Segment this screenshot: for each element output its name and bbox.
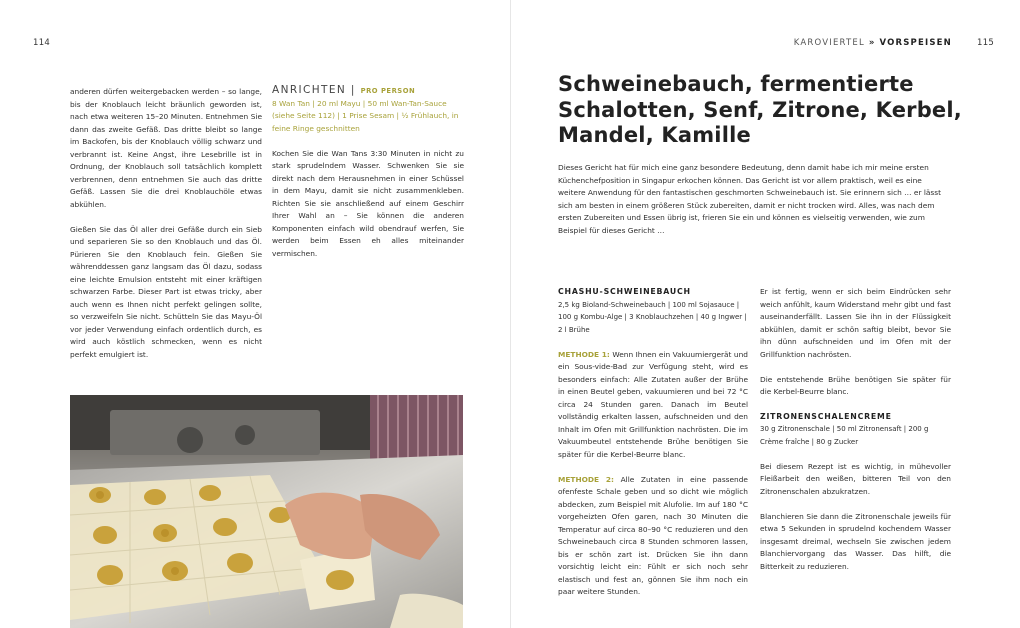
chashu-section xyxy=(558,286,748,599)
photo-illustration xyxy=(70,395,463,628)
paragraph: Gießen Sie das Öl aller drei Gefäße durch ein Sieb und separieren Sie so den Knoblauch und das Öl. Pürieren Sie den Knoblauch fein. Gießen Sie währenddessen ganz langsam das Öl dazu, sodass eine leichte Emulsion entsteht mit einer kräftigen schwarzen Farbe. Dieser Part ist etwas tricky, aber auch wenn es Ihnen nicht perfekt gelingen sollte, so verzweifeln Sie nicht. Schütteln Sie das Mayu-Öl vor jeder Verwendung einfach ordentlich durch, es wird auch köstlich schmecken, wenn es nicht perfekt emulgiert ist. xyxy=(70,224,262,359)
anrichten-section xyxy=(272,84,464,260)
running-head-section: KAROVIERTEL xyxy=(793,38,865,48)
running-head xyxy=(794,38,952,48)
anrichten-text: Kochen Sie die Wan Tans 3:30 Minuten in nicht zu stark sprudelndem Wasser. Schwenken Sie sie direkt nach dem Herausnehmen in einer Schüssel in dem Mayu, damit sie nicht zusammenkleben. Richten Sie sie anschließend auf einem Geschirr Ihrer Wahl an – Sie können die anderen Komponenten einfach wild obendrauf werfen, Sie werden beim Essen eh alles miteinander vermischen. xyxy=(272,148,464,258)
anrichten-subtitle: PRO PERSON xyxy=(360,87,416,95)
paragraph: Die entstehende Brühe benötigen Sie später für die Kerbel-Beurre blanc. xyxy=(760,374,951,396)
method-2 xyxy=(558,474,748,599)
method-1-label: METHODE 1: xyxy=(558,349,610,359)
method-2-label: METHODE 2: xyxy=(558,474,615,484)
anrichten-heading xyxy=(272,84,464,98)
chashu-ingredients: 2,5 kg Bioland-Schweinebauch | 100 ml Sojasauce | 100 g Kombu-Alge | 3 Knoblauchzehen | 40 g Ingwer | 2 l Brühe xyxy=(558,300,747,334)
left-column-1 xyxy=(70,86,262,361)
paragraph: Er ist fertig, wenn er sich beim Eindrücken sehr weich anfühlt, kaum Widerstand mehr gibt und fast auseinanderfällt. Lassen Sie ihn in der Flüssigkeit abkühlen, damit er schön saftig bleibt, bevor Sie ihn dünn aufschneiden und im Ofen mit der Grillfunktion nachrösten. xyxy=(760,287,951,359)
anrichten-title: ANRICHTEN | xyxy=(272,84,356,96)
paragraph: anderen dürfen weitergebacken werden – so lange, bis der Knoblauch leicht bräunlich geworden ist, nach etwa weiteren 15–20 Minuten. Entnehmen Sie dann das zweite Gefäß. Das dritte bleibt so lange im Backofen, bis der Knoblauch völlig schwarz und verbrannt ist. Keine Angst, ihre Lesebrille ist in Ordnung, der Knoblauch soll tatsächlich komplett verbrennen, denn entnehmen Sie auch das dritte Gefäß. Lassen Sie die drei Knoblauchöle etwas abkühlen. xyxy=(70,87,262,209)
paragraph: Bei diesem Rezept ist es wichtig, in mühevoller Fleißarbeit den weißen, bitteren Teil von den Zitronenschalen abzukratzen. xyxy=(760,461,951,496)
page-number-right: 115 xyxy=(977,38,995,48)
anrichten-ingredients: 8 Wan Tan | 20 ml Mayu | 50 ml Wan-Tan-Sauce (siehe Seite 112) | 1 Prise Sesam | ½ Frühlauch, in feine Ringe geschnitten xyxy=(272,98,459,133)
running-head-separator: » xyxy=(868,38,876,48)
running-head-chapter: VORSPEISEN xyxy=(879,38,952,48)
method-1-text: Wenn Ihnen ein Vakuumiergerät und ein Sous-vide-Bad zur Verfügung steht, wird es besonders einfach: Alle Zutaten außer der Brühe in einen Beutel geben, vakuumieren und bei 72 °C circa 24 Stunden garen. Danach im Beutel vollständig erkalten lassen, aufschneiden und den Inhalt im Ofen mit Grillfunktion nachrösten. Die im Vakuumbeutel entstehende Brühe benötigen Sie später für die Kerbel-Beurre blanc. xyxy=(558,349,748,459)
method-1 xyxy=(558,349,748,462)
recipe-intro: Dieses Gericht hat für mich eine ganz besondere Bedeutung, denn damit habe ich mir meine ersten Küchenchefposition in Singapur erkochen können. Das Gericht ist vor allem praktisch, weil es eine weitere Anwendung für den fantastischen geschmorten Schweinebauch ist. Sie erinnern sich … er lässt sich am besten in einem größeren Stück zubereiten, damit er nicht trocken wird. Alles, was nach dem ersten Zubereiten und Essen übrig ist, frieren Sie ein und können es vielseitig verwenden, wie zum Beispiel für dieses Gericht … xyxy=(558,163,942,235)
wan-tan-photo xyxy=(70,395,463,628)
paragraph: Blanchieren Sie dann die Zitronenschale jeweils für etwa 5 Sekunden in sprudelnd kochendem Wasser insgesamt dreimal, wechseln Sie zwischen jedem Blanchiervorgang das Wasser. Das hilft, die Bitterkeit zu reduzieren. xyxy=(760,511,951,571)
chashu-title: CHASHU-SCHWEINEBAUCH xyxy=(558,287,691,296)
method-2-text: Alle Zutaten in eine passende ofenfeste Schale geben und so dicht wie möglich abdecken, zum Beispiel mit Alufolie. Im auf 180 °C vorgeheizten Ofen garen, nach 30 Minuten die Temperatur auf circa 80–90 °C reduzieren und den Schweinebauch circa 8 Stunden schmoren lassen, bis er schön zart ist. Drücken Sie ihn dann vorsichtig leicht ein: Fühlt er sich noch sehr elastisch und fest an, gönnen Sie ihm noch ein paar weitere Stunden. xyxy=(558,474,748,596)
zitronen-title: ZITRONENSCHALENCREME xyxy=(760,411,892,421)
zitronen-ingredients: 30 g Zitronenschale | 50 ml Zitronensaft | 200 g Crème fraîche | 80 g Zucker xyxy=(760,425,929,446)
right-column-2 xyxy=(760,286,951,573)
right-page xyxy=(510,0,1020,628)
page-number-left: 114 xyxy=(33,38,51,48)
recipe-title: Schweinebauch, fermentierte Schalotten, Senf, Zitrone, Kerbel, Mandel, Kamille xyxy=(558,72,962,147)
